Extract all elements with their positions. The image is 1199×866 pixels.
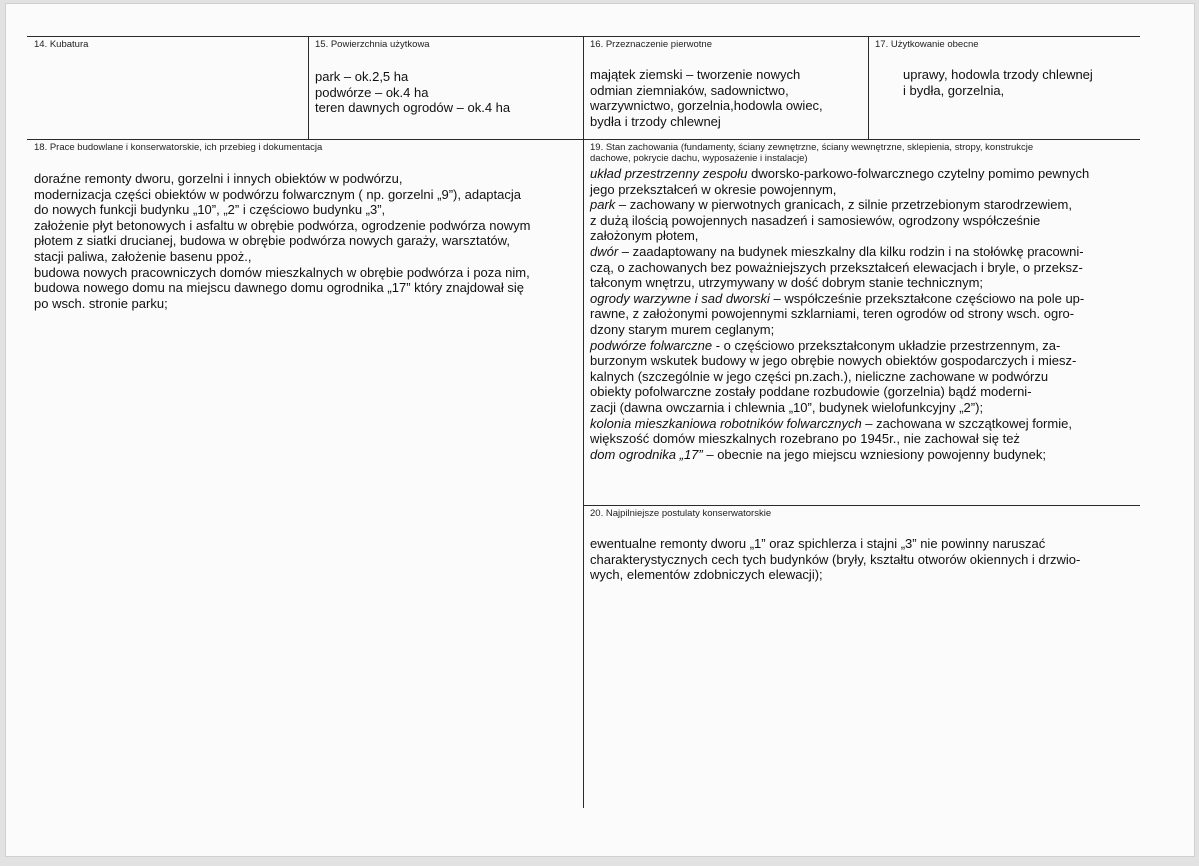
field-19-text: – obecnie na jego miejscu wzniesiony powojenny budynek; <box>702 446 1047 462</box>
field-18-line: stacji paliwa, założenie basenu ppoż., <box>34 248 252 264</box>
field-17-label: 17. Użytkowanie obecne <box>875 39 979 50</box>
field-17-line: uprawy, hodowla trzody chlewnej <box>903 67 1093 82</box>
field-20-line: wych, elementów zdobniczych elewacji); <box>590 567 823 583</box>
field-19-content <box>590 166 1140 462</box>
field-17-content <box>903 67 1139 98</box>
field-20-label: 20. Najpilniejsze postulaty konserwatorskie <box>590 508 772 519</box>
field-19-text: z dużą ilością powojennych nasadzeń i samosiewów, ogrodzony współcześnie <box>590 212 1041 228</box>
field-15-line: park – ok.2,5 ha <box>315 69 409 84</box>
field-18-content <box>34 171 580 311</box>
col-divider-15-16 <box>583 36 584 808</box>
field-15-line: teren dawnych ogrodów – ok.4 ha <box>315 100 511 116</box>
field-19-text: dworsko-parkowo-folwarcznego czytelny pomimo pewnych <box>747 166 1090 181</box>
field-19-text: burzonym wskutek budowy w jego obrębie nowych obiektów gospodarczych i miesz- <box>590 353 1077 369</box>
col-divider-16-17 <box>868 36 869 139</box>
field-19-text: większość domów mieszkalnych rozebrano po 1945r., nie zachował się też <box>590 431 1020 447</box>
field-19-text: tałconym wnętrzu, utrzymywany w dość dobrym stanie technicznym; <box>590 275 984 291</box>
field-19-line <box>590 447 1140 463</box>
field-19-term: podwórze folwarczne <box>590 337 713 353</box>
field-19-line <box>590 353 1140 369</box>
field-19-text: kalnych (szczególnie w jego części pn.zach.), nieliczne zachowane w podwórzu <box>590 368 1049 384</box>
field-19-line <box>590 384 1140 400</box>
field-19-text: obiekty pofolwarczne zostały poddane rozbudowie (gorzelnia) bądź moderni- <box>590 384 1032 400</box>
field-19-label: 19. Stan zachowania (fundamenty, ściany zewnętrzne, ściany wewnętrzne, sklepienia, stropy, konstrukcje <box>590 142 1034 153</box>
field-19-line <box>590 431 1140 447</box>
field-16-content <box>590 67 864 129</box>
field-19-term: dom ogrodnika „17” <box>590 446 703 462</box>
field-14-label: 14. Kubatura <box>34 39 89 50</box>
field-18-line: doraźne remonty dworu, gorzelni i innych obiektów w podwórzu, <box>34 171 403 186</box>
field-19-line <box>590 260 1140 276</box>
field-19-term: dwór <box>590 243 619 259</box>
field-19-text: czą, o zachowanych bez poważniejszych przekształceń elewacjach i bryle, o przeksz- <box>590 259 1083 275</box>
document-page <box>6 4 1194 856</box>
field-20-content <box>590 536 1140 583</box>
row-divider-2 <box>583 505 1140 506</box>
field-19-text: dzony starym murem ceglanym; <box>590 321 775 337</box>
field-19-term: park <box>590 197 616 213</box>
field-15-line: podwórze – ok.4 ha <box>315 84 429 100</box>
field-19-line <box>590 291 1140 307</box>
field-16-line: majątek ziemski – tworzenie nowych <box>590 67 801 82</box>
field-19-text: rawne, z założonymi powojennymi szklarniami, teren ogrodów od strony wsch. ogro- <box>590 306 1075 322</box>
field-19-line <box>590 213 1140 229</box>
field-16-line: warzywnictwo, gorzelnia,hodowla owiec, <box>590 98 823 114</box>
field-20-line: charakterystycznych cech tych budynków (bryły, kształtu otworów okiennych i drzwio- <box>590 551 1081 567</box>
field-16-label: 16. Przeznaczenie pierwotne <box>590 39 712 50</box>
field-19-line <box>590 182 1140 198</box>
field-16-line: bydła i trzody chlewnej <box>590 113 721 129</box>
field-19-line <box>590 416 1140 432</box>
field-19-line <box>590 166 1140 182</box>
col-divider-14-15 <box>308 36 309 139</box>
field-19-line <box>590 275 1140 291</box>
field-18-line: budowa nowego domu na miejscu dawnego domu ogrodnika „17” który znajdował się <box>34 280 524 296</box>
field-18-line: założenie płyt betonowych i asfaltu w obrębie podwórza, ogrodzenie podwórza nowym <box>34 217 531 233</box>
field-18-line: po wsch. stronie parku; <box>34 295 168 311</box>
field-19-text: – zachowana w szczątkowej formie, <box>861 415 1072 431</box>
field-19-line <box>590 400 1140 416</box>
field-19-text: – współcześnie przekształcone częściowo na pole up- <box>769 290 1085 306</box>
field-19-text: założonym płotem, <box>590 228 699 244</box>
field-18-line: do nowych funkcji budynku „10”, „2” i częściowo budynku „3”, <box>34 202 386 218</box>
field-18-line: płotem z siatki drucianej, budowa w obrębie podwórza nowych garaży, warsztatów, <box>34 233 510 249</box>
field-19-line <box>590 338 1140 354</box>
field-19-line <box>590 306 1140 322</box>
field-19-text: – zaadaptowany na budynek mieszkalny dla kilku rodzin i na stołówkę pracowni- <box>618 243 1084 259</box>
field-19-label-cont: dachowe, pokrycie dachu, wyposażenie i instalacje) <box>590 153 808 164</box>
field-15-label: 15. Powierzchnia użytkowa <box>315 39 430 50</box>
field-19-term: kolonia mieszkaniowa robotników folwarcznych <box>590 415 862 431</box>
field-16-line: odmian ziemniaków, sadownictwo, <box>590 82 789 98</box>
field-19-line <box>590 369 1140 385</box>
field-18-line: modernizacja części obiektów w podwórzu folwarcznym ( np. gorzelni „9”), adaptacja <box>34 186 521 202</box>
field-18-label: 18. Prace budowlane i konserwatorskie, ich przebieg i dokumentacja <box>34 142 323 153</box>
field-19-text: zacji (dawna owczarnia i chlewnia „10”, budynek wielofunkcyjny „2”); <box>590 399 984 415</box>
field-20-line: ewentualne remonty dworu „1” oraz spichlerza i stajni „3” nie powinny naruszać <box>590 536 1046 551</box>
field-19-line <box>590 228 1140 244</box>
field-19-line <box>590 197 1140 213</box>
field-19-text: - o częściowo przekształconym układzie przestrzennym, za- <box>712 337 1061 353</box>
field-17-line: i bydła, gorzelnia, <box>903 82 1005 98</box>
field-19-line <box>590 244 1140 260</box>
field-19-text: jego przekształceń w okresie powojennym, <box>590 181 837 197</box>
field-19-line <box>590 322 1140 338</box>
field-18-line: budowa nowych pracowniczych domów mieszkalnych w obrębie podwórza i poza nim, <box>34 264 530 280</box>
field-19-text: – zachowany w pierwotnych granicach, z silnie przetrzebionym starodrzewiem, <box>615 197 1072 213</box>
field-19-term: ogrody warzywne i sad dworski <box>590 290 770 306</box>
field-19-term: układ przestrzenny zespołu <box>590 166 748 181</box>
field-15-content <box>315 69 577 116</box>
